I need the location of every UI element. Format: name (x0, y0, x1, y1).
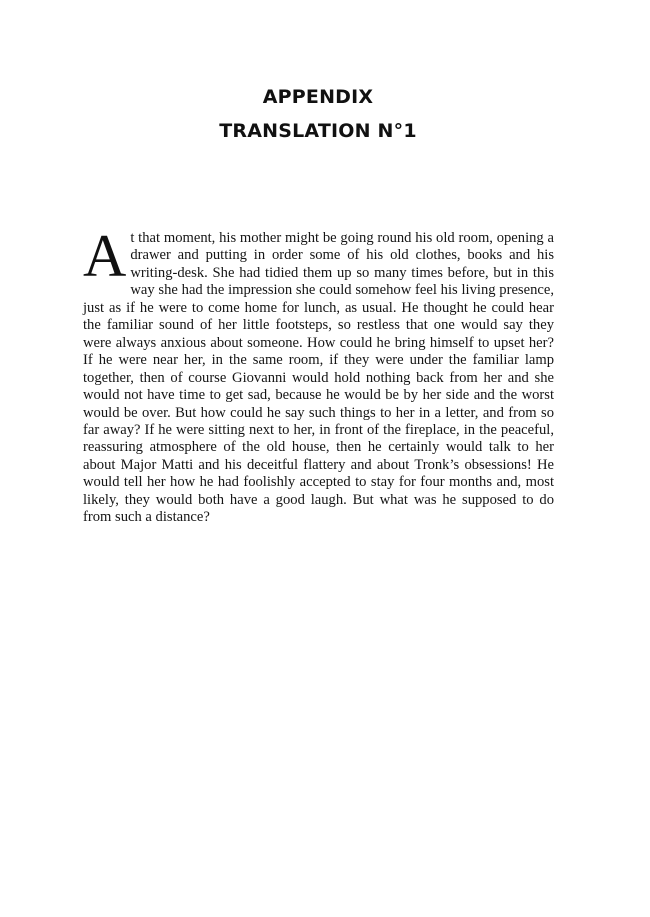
translation-heading: TRANSLATION N°1 (219, 120, 417, 142)
paragraph-text: t that moment, his mother might be going round his old room, opening a drawer and putting in order some of his old clothes, books and his writing-desk. She had tidied them up so many times before, but in this way she had the impression she could somehow feel his living presence, just as if he were to come home for lunch, as usual. He thought he could hear the familiar sound of her little footsteps, so restless that one would say they were always anxious about someone. How could he bring himself to upset her? If he were near her, in the same room, if they were under the familiar lamp together, then of course Giovanni would hold nothing back from her and she would not have time to get sad, because he would be by her side and the worst would be over. But how could he say such things to her in a letter, and from so far away? If he were sitting next to her, in front of the fireplace, in the peaceful, reassuring atmosphere of the old house, then he certainly would talk to her about Major Matti and his deceitful flattery and about Tronk’s obsessions! He would tell her how he had foolishly accepted to stay for four months and, most likely, they would both have a good laugh. But what was he supposed to do from such a distance? (83, 230, 554, 526)
appendix-heading: APPENDIX (262, 86, 374, 108)
drop-cap-letter: A (83, 223, 127, 289)
body-paragraph (83, 223, 554, 527)
